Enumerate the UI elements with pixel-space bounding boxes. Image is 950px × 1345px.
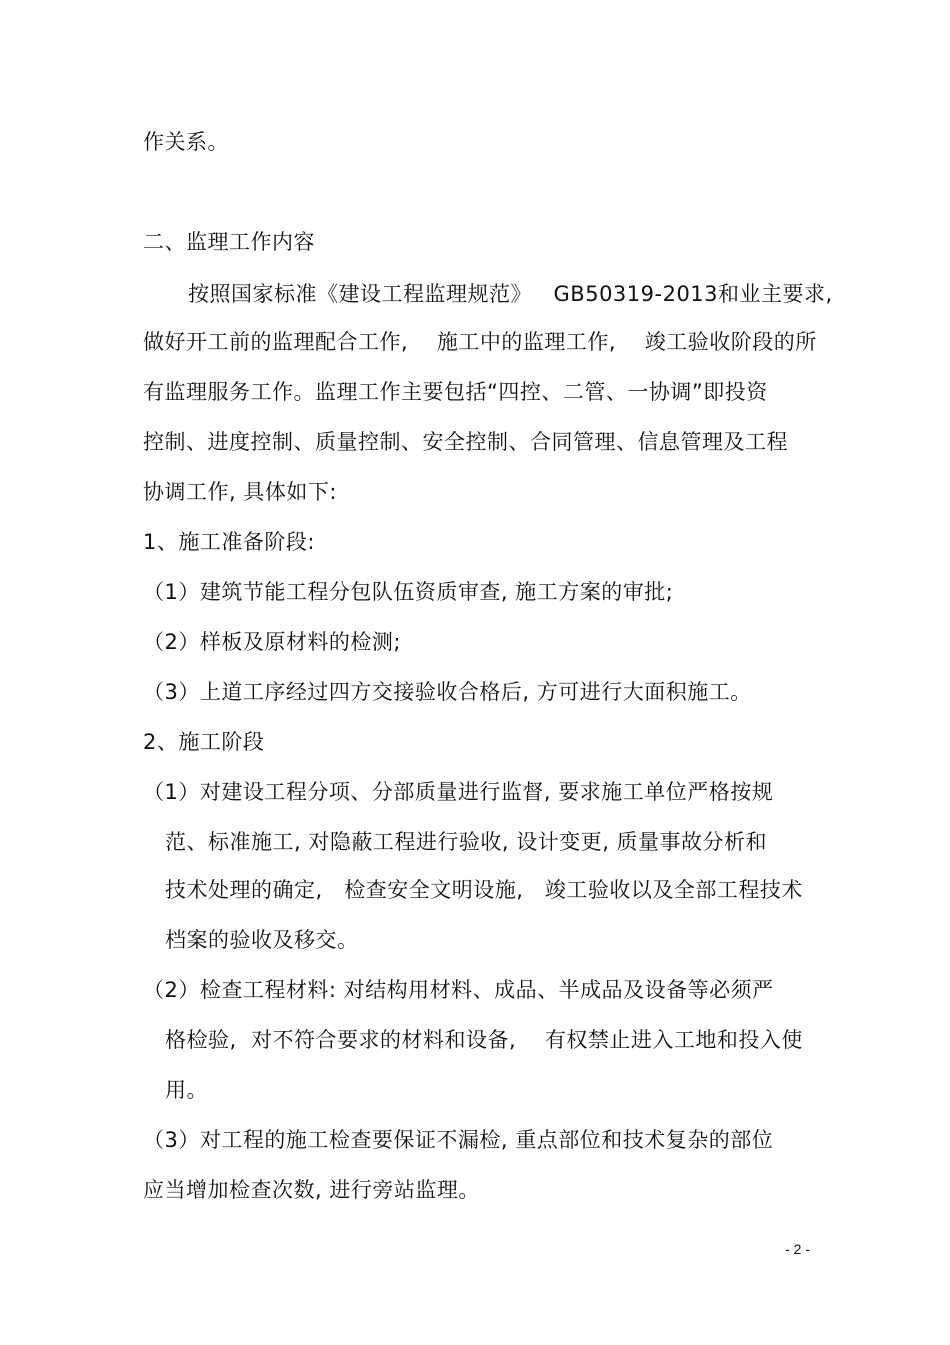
page-number: - 2 - — [785, 1241, 810, 1257]
text-line-7: 协调工作, 具体如下: — [143, 480, 337, 504]
text-line-5: 有监理服务工作。监理工作主要包括“四控、二管、一协调”即投资 — [143, 380, 768, 404]
text-line-6: 控制、进度控制、质量控制、安全控制、合同管理、信息管理及工程 — [143, 430, 788, 454]
list-item-2-2-cont-1: 格检验, 对不符合要求的材料和设备, 有权禁止进入工地和投入使 — [165, 1028, 803, 1052]
text-line-1: 作关系。 — [143, 130, 229, 154]
section-heading: 二、监理工作内容 — [143, 230, 315, 254]
list-item-2-1-cont-3: 档案的验收及移交。 — [165, 928, 359, 952]
list-item-2-2-cont-2: 用。 — [165, 1078, 208, 1102]
subsection-heading-1: 1、施工准备阶段: — [143, 530, 315, 554]
list-item-2-2: （2）检查工程材料: 对结构用材料、成品、半成品及设备等必须严 — [143, 978, 774, 1002]
subsection-heading-2: 2、施工阶段 — [143, 730, 265, 754]
text-line-3: 按照国家标准《建设工程监理规范》 GB50319-2013和业主要求, — [188, 282, 833, 306]
list-item-1-2: （2）样板及原材料的检测; — [143, 630, 401, 654]
list-item-2-1: （1）对建设工程分项、分部质量进行监督, 要求施工单位严格按规 — [143, 780, 774, 804]
list-item-1-1: （1）建筑节能工程分包队伍资质审查, 施工方案的审批; — [143, 580, 674, 604]
list-item-2-1-cont-1: 范、标准施工, 对隐蔽工程进行验收, 设计变更, 质量事故分析和 — [165, 830, 768, 854]
text-line-4: 做好开工前的监理配合工作, 施工中的监理工作, 竣工验收阶段的所 — [143, 330, 817, 354]
list-item-1-3: （3）上道工序经过四方交接验收合格后, 方可进行大面积施工。 — [143, 680, 752, 704]
list-item-2-3-cont-1: 应当增加检查次数, 进行旁站监理。 — [143, 1178, 480, 1202]
list-item-2-3: （3）对工程的施工检查要保证不漏检, 重点部位和技术复杂的部位 — [143, 1128, 774, 1152]
list-item-2-1-cont-2: 技术处理的确定, 检查安全文明设施, 竣工验收以及全部工程技术 — [165, 878, 803, 902]
